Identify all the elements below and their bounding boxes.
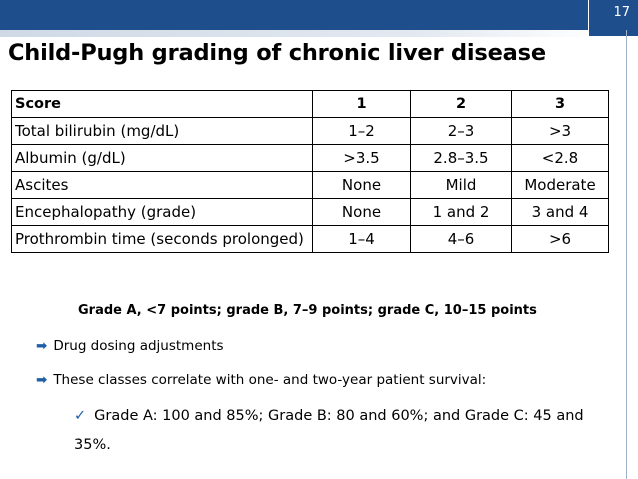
right-edge-line: [626, 30, 627, 479]
table-cell: Mild: [411, 172, 512, 199]
table-cell: 2.8–3.5: [411, 145, 512, 172]
header-cell: 3: [512, 91, 609, 118]
table-row: [12, 172, 609, 199]
table-cell: 1–4: [313, 226, 411, 253]
table-cell: >3.5: [313, 145, 411, 172]
row-label: Ascites: [12, 172, 313, 199]
child-pugh-table: [11, 90, 609, 253]
table-row: [12, 226, 609, 253]
row-label: Albumin (g/dL): [12, 145, 313, 172]
table-cell: Moderate: [512, 172, 609, 199]
table-cell: >6: [512, 226, 609, 253]
row-label: Prothrombin time (seconds prolonged): [12, 226, 313, 253]
bullet-text: These classes correlate with one- and two-year patient survival:: [53, 372, 487, 388]
table-cell: >3: [512, 118, 609, 145]
slide-title: Child-Pugh grading of chronic liver disease: [8, 40, 546, 66]
table-cell: None: [313, 199, 411, 226]
header-stripe: [0, 30, 600, 37]
table-row: [12, 145, 609, 172]
row-label: Total bilirubin (mg/dL): [12, 118, 313, 145]
bullet-text: Drug dosing adjustments: [53, 338, 224, 354]
bullet-item: [36, 372, 486, 388]
sub-bullet-item: [74, 402, 614, 460]
table-cell: 2–3: [411, 118, 512, 145]
grades-note: Grade A, <7 points; grade B, 7–9 points; grade C, 10–15 points: [78, 303, 537, 318]
header-banner: [0, 0, 638, 30]
checkmark-icon: ✓: [74, 408, 87, 424]
sub-bullet-text: Grade A: 100 and 85%; Grade B: 80 and 60%; and Grade C: 45 and 35%.: [74, 408, 584, 453]
arrow-bullet-icon: ➡: [36, 338, 48, 354]
bullet-item: [36, 338, 224, 354]
header-cell: 2: [411, 91, 512, 118]
table-cell: 4–6: [411, 226, 512, 253]
table-cell: None: [313, 172, 411, 199]
table-header-row: [12, 91, 609, 118]
table-row: [12, 199, 609, 226]
table-row: [12, 118, 609, 145]
slide-number-box: [588, 0, 638, 36]
slide-number: 17: [613, 5, 630, 20]
table-cell: 1–2: [313, 118, 411, 145]
table-cell: 1 and 2: [411, 199, 512, 226]
table-cell: <2.8: [512, 145, 609, 172]
header-cell: Score: [12, 91, 313, 118]
table-cell: 3 and 4: [512, 199, 609, 226]
header-cell: 1: [313, 91, 411, 118]
arrow-bullet-icon: ➡: [36, 372, 48, 388]
row-label: Encephalopathy (grade): [12, 199, 313, 226]
